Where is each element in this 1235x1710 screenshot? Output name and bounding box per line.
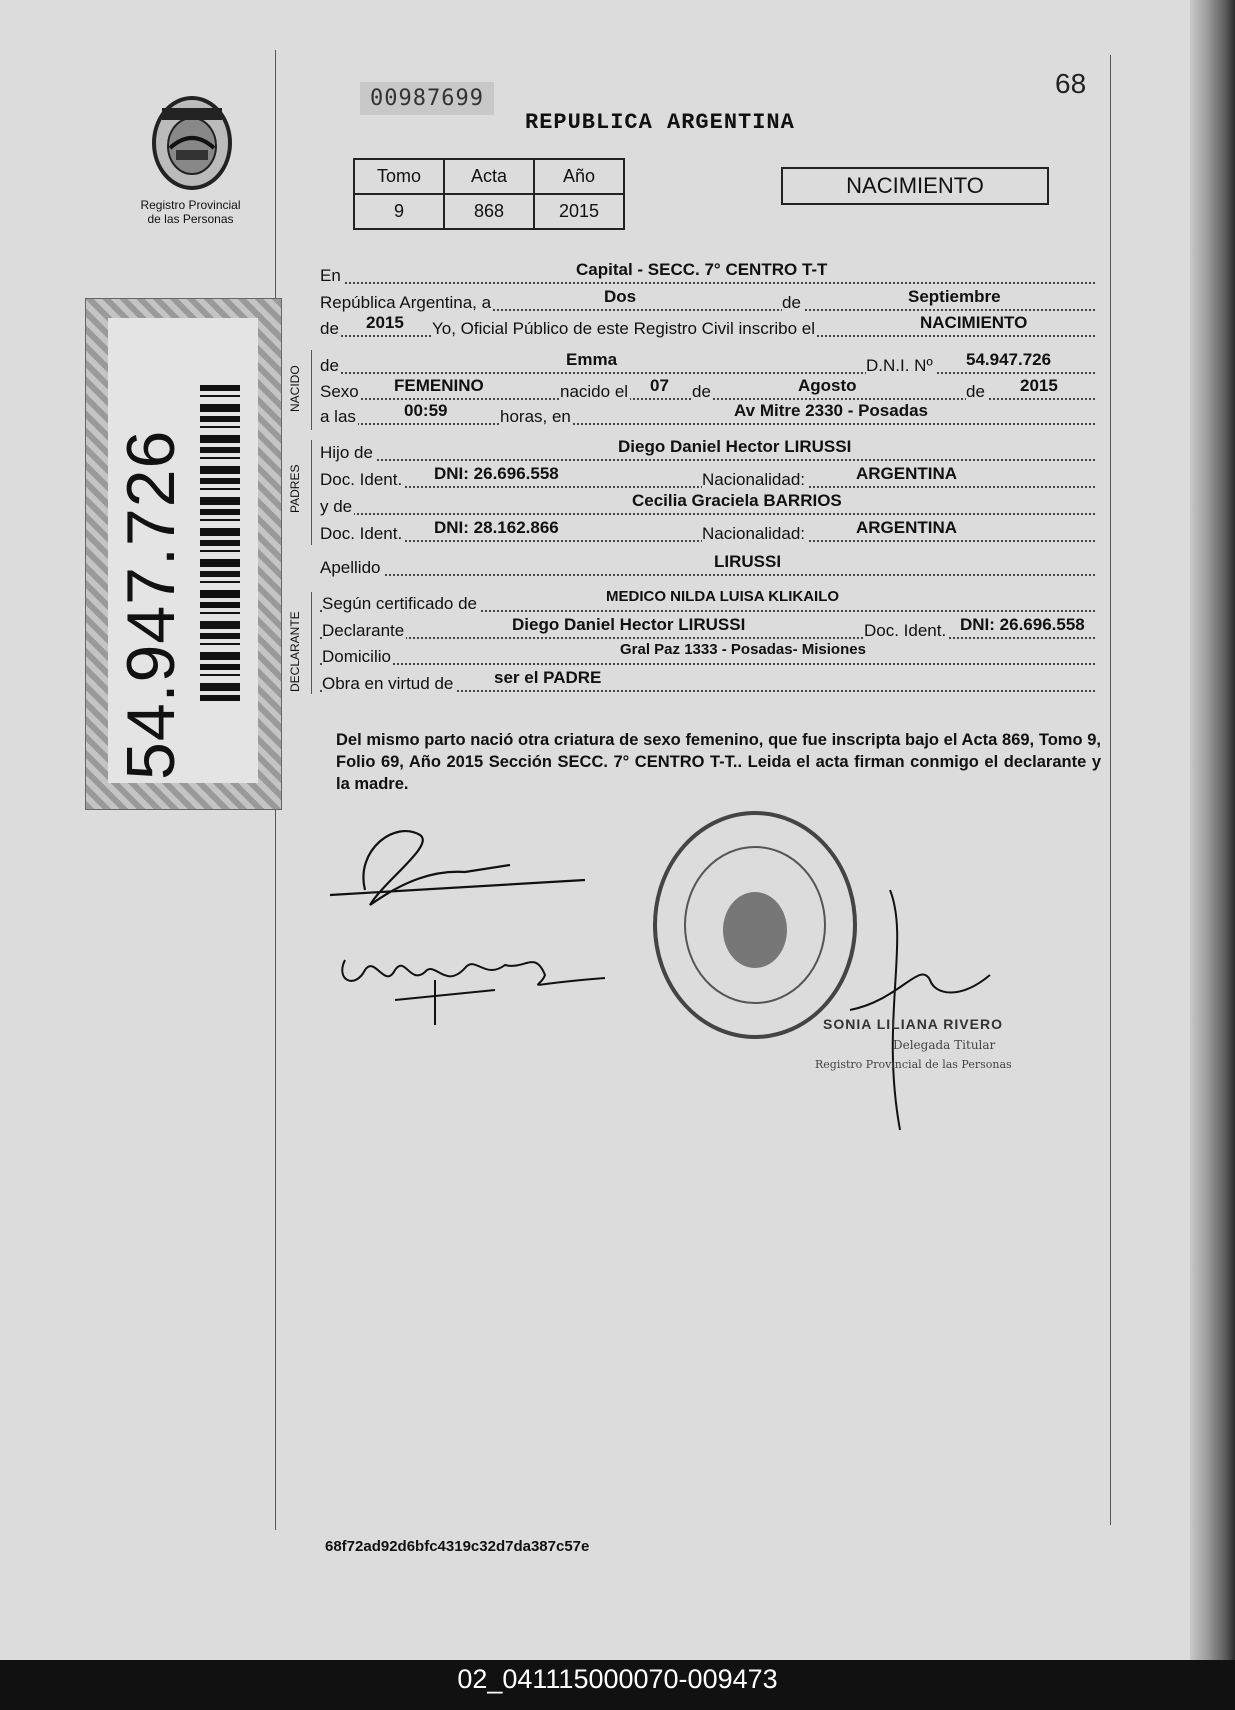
label-domicilio: Domicilio: [322, 647, 391, 666]
page-number: 68: [1055, 68, 1087, 99]
label-nacido-el: nacido el: [560, 382, 629, 401]
row-madre-doc: [320, 518, 1095, 544]
official-signature: [840, 880, 1020, 1140]
value-apellido: LIRUSSI: [714, 552, 782, 571]
label-horas-en: horas, en: [500, 407, 571, 426]
document-type-box: NACIMIENTO: [781, 167, 1049, 205]
section-padres: PADRES: [288, 464, 302, 513]
row-nombre: [320, 350, 1095, 376]
official-role: Delegada Titular: [893, 1038, 996, 1052]
value-father-doc: DNI: 26.696.558: [434, 464, 559, 483]
seal-text: [150, 80, 162, 81]
value-mother-doc: DNI: 28.162.866: [434, 518, 559, 537]
value-year: 2015: [366, 313, 404, 332]
value-place: Capital - SECC. 7° CENTRO T-T: [576, 260, 828, 279]
ref-value-anio: 2015: [534, 194, 624, 229]
registry-caption: [118, 198, 263, 226]
value-father-nationality: ARGENTINA: [856, 464, 958, 483]
value-birth-year: 2015: [1020, 376, 1058, 395]
label-sexo: Sexo: [320, 382, 359, 401]
value-act-type: NACIMIENTO: [920, 313, 1028, 332]
label-dni: D.N.I. Nº: [866, 356, 933, 375]
label-doc-ident-father: Doc. Ident.: [320, 470, 403, 489]
label-nacionalidad-father: Nacionalidad:: [702, 470, 806, 489]
value-mother: Cecilia Graciela BARRIOS: [632, 491, 842, 510]
value-father: Diego Daniel Hector LIRUSSI: [618, 437, 852, 456]
value-time: 00:59: [404, 401, 448, 420]
label-republica: República Argentina, a: [320, 293, 492, 312]
row-certificado: [320, 588, 1095, 614]
stamp-text: [690, 1070, 721, 1071]
row-sexo: [320, 376, 1095, 402]
label-declarante: Declarante: [322, 621, 405, 640]
observations-paragraph: Del mismo parto nació otra criatura de sexo femenino, que fue inscripta bajo el Acta 869, Tomo 9, Folio 69, Año 2015 Sección SECC. 7° CENTRO T-T.. Leida el acta firman conmigo el declarante y la madre.: [336, 731, 1101, 793]
ref-value-tomo: 9: [354, 194, 444, 229]
padres-bracket: [311, 440, 312, 545]
label-apellido: Apellido: [320, 558, 381, 577]
label-de-month: de: [782, 293, 801, 312]
value-day: Dos: [604, 287, 637, 306]
official-office: Registro Provincial de las Personas: [815, 1058, 1012, 1071]
value-declarante-doc: DNI: 26.696.558: [960, 615, 1085, 634]
label-nacionalidad-mother: Nacionalidad:: [702, 524, 806, 543]
label-de-birth-year: de: [966, 382, 985, 401]
label-doc-ident-mother: Doc. Ident.: [320, 524, 403, 543]
value-declarante: Diego Daniel Hector LIRUSSI: [512, 615, 746, 634]
value-mother-nationality: ARGENTINA: [856, 518, 958, 537]
value-domicilio: Gral Paz 1333 - Posadas- Misiones: [620, 641, 866, 658]
barcode: [200, 385, 240, 705]
label-de-birth-month: de: [692, 382, 711, 401]
ref-header-tomo: Tomo: [354, 159, 444, 194]
section-declarante: DECLARANTE: [288, 611, 302, 692]
official-name: SONIA LILIANA RIVERO: [823, 1016, 1003, 1032]
value-dni: 54.947.726: [966, 350, 1052, 369]
row-domicilio: [320, 641, 1095, 667]
page-title: REPUBLICA ARGENTINA: [525, 110, 795, 135]
declarante-bracket: [311, 592, 312, 694]
value-month: Septiembre: [908, 287, 1001, 306]
row-en: [320, 260, 1095, 286]
ref-value-acta: 868: [444, 194, 534, 229]
row-year: [320, 313, 1095, 339]
label-doc-ident-declarante: Doc. Ident.: [864, 621, 947, 640]
value-name: Emma: [566, 350, 618, 369]
inscribe-text: Yo, Oficial Público de este Registro Civil inscribo el: [432, 319, 815, 338]
serial-number: 00987699: [360, 82, 494, 115]
value-birth-month: Agosto: [798, 376, 857, 395]
row-madre: [320, 491, 1095, 517]
scan-caption: 02_041115000070-009473: [457, 1664, 778, 1694]
label-obra: Obra en virtud de: [322, 674, 454, 693]
row-apellido: [320, 552, 1095, 578]
ref-header-anio: Año: [534, 159, 624, 194]
section-nacido: NACIDO: [288, 365, 302, 412]
id-number-vertical: 54.947.726: [113, 429, 189, 780]
ref-header-acta: Acta: [444, 159, 534, 194]
value-birth-place: Av Mitre 2330 - Posadas: [734, 401, 929, 420]
registry-caption-line1: Registro Provincial: [140, 198, 241, 212]
label-y-de: y de: [320, 497, 353, 516]
right-margin-line: [1110, 55, 1111, 1525]
declarant-signature: [325, 810, 595, 930]
row-hora: [320, 401, 1095, 427]
row-declarante: [320, 615, 1095, 641]
document-hash: 68f72ad92d6bfc4319c32d7da387c57e: [325, 1538, 590, 1555]
row-republica: [320, 287, 1095, 313]
label-de-name: de: [320, 356, 339, 375]
row-obra: [320, 668, 1095, 694]
value-birth-day: 07: [650, 376, 669, 395]
label-certificado: Según certificado de: [322, 594, 477, 613]
label-hijo-de: Hijo de: [320, 443, 373, 462]
row-padre: [320, 437, 1095, 463]
page-edge: [1190, 0, 1235, 1660]
value-obra: ser el PADRE: [494, 668, 602, 687]
value-certificado: MEDICO NILDA LUISA KLIKAILO: [606, 588, 840, 605]
province-seal-logo: [142, 88, 242, 198]
label-de-year: de: [320, 319, 339, 338]
value-sexo: FEMENINO: [394, 376, 484, 395]
nacido-bracket: [311, 350, 312, 430]
registry-caption-line2: de las Personas: [147, 212, 234, 226]
label-a-las: a las: [320, 407, 356, 426]
row-padre-doc: [320, 464, 1095, 490]
label-en: En: [320, 266, 341, 285]
mother-signature: [335, 950, 615, 1040]
reference-table: [353, 158, 625, 230]
